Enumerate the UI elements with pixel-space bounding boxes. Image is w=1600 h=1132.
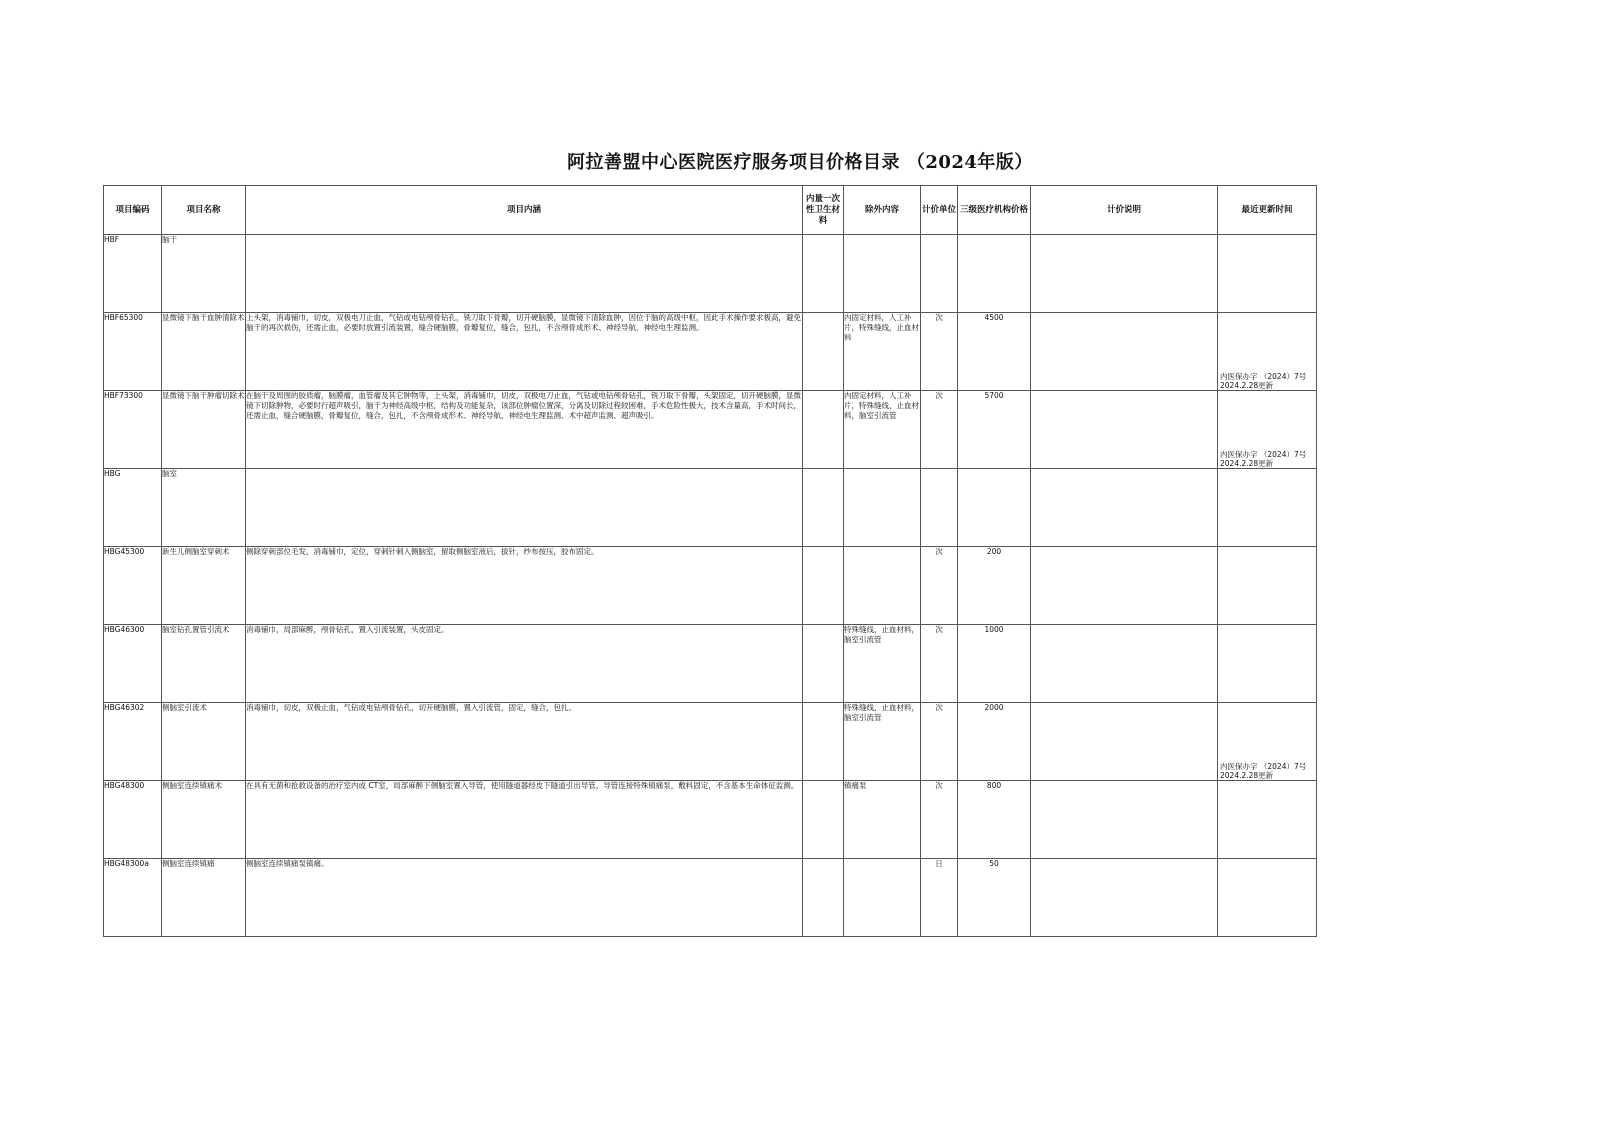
table-row [104, 781, 1317, 859]
cell-code: HBG46302 [104, 703, 162, 781]
table-row [104, 313, 1317, 391]
cell-unit: 次 [921, 625, 958, 703]
cell-name: 侧脑室连续镇痛 [162, 859, 246, 937]
table-row [104, 235, 1317, 313]
header-excluded: 除外内容 [844, 186, 921, 235]
cell-code: HBG48300 [104, 781, 162, 859]
cell-note [1031, 313, 1218, 391]
cell-updated [1218, 703, 1317, 781]
cell-content: 侧脑室连续镇痛泵镇痛。 [246, 859, 803, 937]
cell-price: 800 [958, 781, 1031, 859]
cell-disposable [803, 235, 844, 313]
cell-excluded: 镇痛泵 [844, 781, 921, 859]
cell-excluded [844, 859, 921, 937]
cell-content [246, 469, 803, 547]
cell-price: 200 [958, 547, 1031, 625]
cell-content: 消毒铺巾，局部麻醉，颅骨钻孔，置入引流装置，头皮固定。 [246, 625, 803, 703]
cell-note [1031, 703, 1218, 781]
cell-code: HBF73300 [104, 391, 162, 469]
cell-excluded: 内固定材料，人工补片，特殊缝线，止血材料 [844, 313, 921, 391]
header-unit: 计价单位 [921, 186, 958, 235]
cell-name: 侧脑室引流术 [162, 703, 246, 781]
cell-disposable [803, 781, 844, 859]
cell-name: 显微镜下脑干血肿清除术 [162, 313, 246, 391]
header-price: 三级医疗机构价格 [958, 186, 1031, 235]
table-row [104, 859, 1317, 937]
cell-excluded [844, 469, 921, 547]
table-row [104, 469, 1317, 547]
cell-excluded: 特殊缝线，止血材料，脑室引流管 [844, 703, 921, 781]
cell-code: HBG46300 [104, 625, 162, 703]
cell-updated [1218, 469, 1317, 547]
cell-excluded [844, 235, 921, 313]
header-content: 项目内涵 [246, 186, 803, 235]
cell-updated [1218, 547, 1317, 625]
page-title: 阿拉善盟中心医院医疗服务项目价格目录 （2024年版） [567, 152, 1033, 173]
cell-excluded: 内固定材料，人工补片，特殊缝线，止血材料，脑室引流管 [844, 391, 921, 469]
cell-unit: 次 [921, 703, 958, 781]
cell-code: HBG48300a [104, 859, 162, 937]
cell-name: 显微镜下脑干肿瘤切除术 [162, 391, 246, 469]
cell-excluded [844, 547, 921, 625]
cell-updated [1218, 313, 1317, 391]
cell-code: HBG [104, 469, 162, 547]
cell-price: 2000 [958, 703, 1031, 781]
table-header-row [104, 186, 1317, 235]
updated-text: 内医保办字 （2024）7号 2024.2.28更新 [1220, 450, 1307, 468]
cell-price: 1000 [958, 625, 1031, 703]
cell-updated [1218, 859, 1317, 937]
cell-disposable [803, 625, 844, 703]
cell-price [958, 235, 1031, 313]
cell-unit: 次 [921, 781, 958, 859]
cell-note [1031, 859, 1218, 937]
header-disposable: 内量一次性卫生材料 [803, 186, 844, 235]
cell-updated [1218, 391, 1317, 469]
cell-note [1031, 781, 1218, 859]
cell-disposable [803, 313, 844, 391]
cell-unit: 次 [921, 313, 958, 391]
table-row [104, 547, 1317, 625]
header-note: 计价说明 [1031, 186, 1218, 235]
updated-text: 内医保办字 （2024）7号 2024.2.28更新 [1220, 762, 1307, 780]
cell-price: 50 [958, 859, 1031, 937]
cell-disposable [803, 547, 844, 625]
price-table [103, 185, 1317, 937]
cell-name: 脑室钻孔置管引流术 [162, 625, 246, 703]
table-row [104, 391, 1317, 469]
cell-note [1031, 547, 1218, 625]
updated-text: 内医保办字 （2024）7号 2024.2.28更新 [1220, 372, 1307, 390]
cell-unit [921, 469, 958, 547]
cell-content: 在具有无菌和抢救设备的治疗室内或 CT室，局部麻醉下侧脑室置入导管，使用隧道器经皮下隧道引出导管，导管连接特殊镇痛泵，敷料固定，不含基本生命体征监测。 [246, 781, 803, 859]
cell-updated [1218, 625, 1317, 703]
cell-name: 侧脑室连续镇痛术 [162, 781, 246, 859]
cell-name: 脑室 [162, 469, 246, 547]
header-code: 项目编码 [104, 186, 162, 235]
cell-note [1031, 625, 1218, 703]
cell-code: HBF [104, 235, 162, 313]
cell-updated [1218, 781, 1317, 859]
cell-disposable [803, 859, 844, 937]
cell-name: 新生儿侧脑室穿刺术 [162, 547, 246, 625]
cell-name: 脑干 [162, 235, 246, 313]
cell-disposable [803, 703, 844, 781]
cell-price: 5700 [958, 391, 1031, 469]
cell-content [246, 235, 803, 313]
cell-unit: 次 [921, 391, 958, 469]
header-name: 项目名称 [162, 186, 246, 235]
cell-note [1031, 391, 1218, 469]
table-row [104, 703, 1317, 781]
cell-content: 上头架，消毒铺巾，切皮，双极电刀止血，气钻或电钻颅骨钻孔，铣刀取下骨瓣，切开硬脑膜，显微镜下清除血肿，因位于脑的高级中枢，因此手术操作要求极高，避免脑干的再次损伤，还需止血，必要时放置引流装置，缝合硬脑膜，骨瓣复位，缝合，包扎，不含颅骨成形术、神经导航、神经电生理监测。 [246, 313, 803, 391]
cell-note [1031, 235, 1218, 313]
cell-code: HBF65300 [104, 313, 162, 391]
cell-unit: 日 [921, 859, 958, 937]
cell-code: HBG45300 [104, 547, 162, 625]
cell-disposable [803, 391, 844, 469]
cell-excluded: 特殊缝线，止血材料，脑室引流管 [844, 625, 921, 703]
cell-price [958, 469, 1031, 547]
header-updated: 最近更新时间 [1218, 186, 1317, 235]
cell-price: 4500 [958, 313, 1031, 391]
cell-updated [1218, 235, 1317, 313]
cell-content: 消毒铺巾，切皮，双极止血，气钻或电钻颅骨钻孔，切开硬脑膜，置入引流管，固定，缝合，包扎。 [246, 703, 803, 781]
cell-disposable [803, 469, 844, 547]
cell-note [1031, 469, 1218, 547]
cell-unit: 次 [921, 547, 958, 625]
cell-unit [921, 235, 958, 313]
cell-content: 侧除穿刺部位毛发，消毒铺巾，定位，穿刺针刺入侧脑室，留取侧脑室液后，拔针，纱布按压，胶布固定。 [246, 547, 803, 625]
cell-content: 在脑干及周围的胶质瘤，脑膜瘤，血管瘤及其它肿物等，上头架，消毒铺巾，切皮，双极电刀止血，气钻或电钻颅骨钻孔，铣刀取下骨瓣，头架固定，切开硬脑膜，显微镜下切除肿物，必要时行超声吸引，脑干为神经高级中枢，结构及功能复杂，该部位肿瘤位置深，分离及切除过程较困难，手术危险性极大，技术含量高，手术时间长，还需止血，缝合硬脑膜，骨瓣复位，缝合，包扎，不含颅骨成形术、神经导航、神经电生理监测、术中超声监测、超声吸引。 [246, 391, 803, 469]
table-row [104, 625, 1317, 703]
